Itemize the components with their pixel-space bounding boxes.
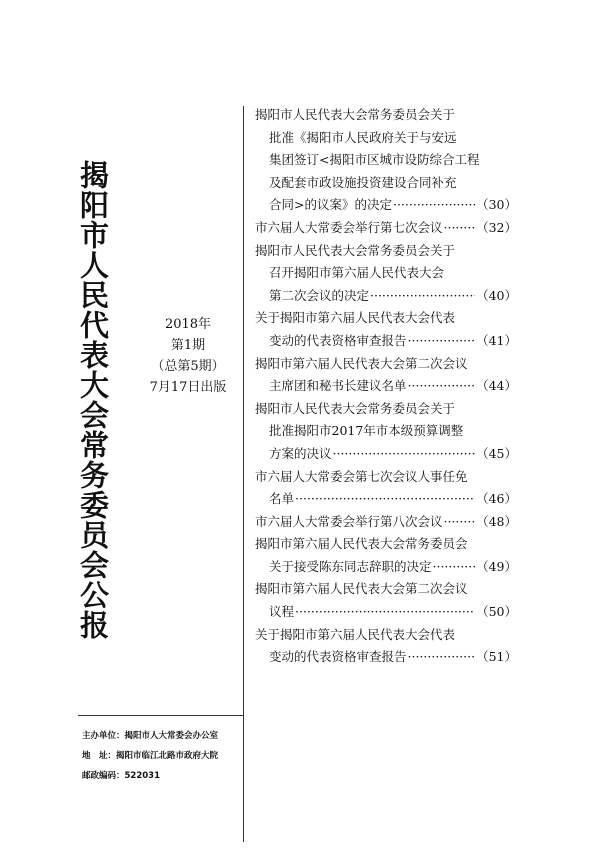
toc-entry-line bbox=[255, 194, 517, 217]
dot-leader bbox=[370, 285, 475, 308]
toc-entry[interactable] bbox=[255, 624, 517, 669]
toc-entry-text: 合同>的议案》的决定 bbox=[269, 197, 392, 213]
toc-entry-line bbox=[255, 556, 517, 579]
toc-entry[interactable] bbox=[255, 240, 517, 308]
toc-entry-line: 召开揭阳市第六届人民代表大会 bbox=[269, 265, 445, 281]
toc-entry-line bbox=[255, 646, 517, 669]
table-of-contents bbox=[255, 104, 517, 669]
toc-page-number: （51） bbox=[476, 649, 517, 665]
toc-entry-text: 市六届人大常委会举行第八次会议 bbox=[255, 513, 443, 529]
toc-entry-line bbox=[255, 285, 517, 308]
toc-entry-text: 变动的代表资格审查报告 bbox=[269, 332, 407, 348]
toc-entry-text: 议程 bbox=[269, 604, 295, 620]
toc-entry-text: 市六届人大常委会举行第七次会议 bbox=[255, 219, 443, 235]
toc-entry-line: 集团签订<揭阳市区城市设防综合工程 bbox=[269, 152, 480, 168]
toc-entry-line: 揭阳市人民代表大会常务委员会关于 bbox=[255, 400, 456, 416]
toc-entry[interactable] bbox=[255, 217, 517, 240]
toc-entry[interactable] bbox=[255, 511, 517, 534]
toc-entry-line: 揭阳市人民代表大会常务委员会关于 bbox=[255, 242, 456, 258]
toc-entry-line bbox=[255, 217, 517, 240]
toc-entry-line bbox=[255, 375, 517, 398]
toc-page-number: （46） bbox=[476, 491, 517, 507]
dot-leader bbox=[295, 601, 475, 624]
toc-entry-line bbox=[255, 511, 517, 534]
toc-page-number: （49） bbox=[476, 558, 517, 574]
issue-number: 第1期 bbox=[170, 338, 206, 353]
horizontal-divider bbox=[78, 715, 243, 716]
toc-entry-line: 关于揭阳市第六届人民代表大会代表 bbox=[255, 310, 456, 326]
vertical-divider bbox=[243, 106, 244, 842]
sponsor-info bbox=[82, 726, 242, 786]
toc-entry-line bbox=[255, 601, 517, 624]
dot-leader bbox=[444, 217, 476, 240]
toc-page-number: （32） bbox=[476, 219, 517, 235]
toc-entry-line: 市六届人大常委会第七次会议人事任免 bbox=[255, 468, 468, 484]
toc-page-number: （45） bbox=[476, 445, 517, 461]
toc-entry[interactable] bbox=[255, 398, 517, 466]
dot-leader bbox=[444, 511, 476, 534]
toc-entry[interactable] bbox=[255, 104, 517, 217]
dot-leader bbox=[295, 488, 475, 511]
toc-entry-text: 第二次会议的决定 bbox=[269, 287, 370, 303]
toc-entry-text: 主席团和秘书长建议名单 bbox=[269, 378, 407, 394]
issue-date: 7月17日出版 bbox=[149, 380, 227, 395]
toc-entry[interactable] bbox=[255, 533, 517, 578]
toc-entry-text: 关于接受陈东同志辞职的决定 bbox=[269, 558, 432, 574]
dot-leader bbox=[408, 375, 476, 398]
toc-page-number: （40） bbox=[476, 287, 517, 303]
toc-entry-line: 揭阳市人民代表大会常务委员会关于 bbox=[255, 107, 456, 122]
toc-entry-line bbox=[255, 488, 517, 511]
issue-info bbox=[140, 314, 236, 398]
toc-entry-line bbox=[255, 330, 517, 353]
toc-entry-line: 揭阳市第六届人民代表大会第二次会议 bbox=[255, 355, 468, 371]
toc-entry-line: 及配套市政设施投资建设合同补充 bbox=[269, 174, 457, 190]
dot-leader bbox=[333, 443, 476, 466]
toc-entry[interactable] bbox=[255, 307, 517, 352]
dot-leader bbox=[408, 330, 476, 353]
toc-page-number: （44） bbox=[476, 378, 517, 394]
toc-page-number: （48） bbox=[476, 513, 517, 529]
toc-entry-text: 方案的决议 bbox=[269, 445, 332, 461]
toc-entry[interactable] bbox=[255, 466, 517, 511]
dot-leader bbox=[393, 194, 475, 217]
issue-year: 2018年 bbox=[164, 317, 212, 332]
toc-page-number: （41） bbox=[476, 332, 517, 348]
toc-entry-text: 变动的代表资格审查报告 bbox=[269, 649, 407, 665]
toc-entry-line: 揭阳市第六届人民代表大会第二次会议 bbox=[255, 581, 468, 597]
dot-leader bbox=[433, 556, 476, 579]
publication-title: 揭阳市人民代表大会常务委员会公报 bbox=[76, 160, 110, 640]
toc-entry-line: 批准揭阳市2017年市本级预算调整 bbox=[269, 423, 464, 439]
issue-total: （总第5期） bbox=[151, 359, 225, 374]
toc-page-number: （50） bbox=[476, 604, 517, 620]
toc-entry[interactable] bbox=[255, 353, 517, 398]
sponsor-postcode: 邮政编码：522031 bbox=[82, 771, 160, 781]
dot-leader bbox=[408, 646, 476, 669]
toc-page-number: （30） bbox=[476, 197, 517, 213]
toc-entry-line bbox=[255, 443, 517, 466]
sponsor-address: 地 址：揭阳市临江北路市政府大院 bbox=[82, 751, 219, 761]
toc-entry-line: 揭阳市第六届人民代表大会常务委员会 bbox=[255, 536, 468, 552]
sponsor-host: 主办单位：揭阳市人大常委会办公室 bbox=[82, 731, 219, 741]
toc-entry-line: 批准《揭阳市人民政府关于与安远 bbox=[269, 129, 457, 145]
toc-entry-text: 名单 bbox=[269, 491, 295, 507]
toc-entry-line: 关于揭阳市第六届人民代表大会代表 bbox=[255, 626, 456, 642]
toc-entry[interactable] bbox=[255, 578, 517, 623]
